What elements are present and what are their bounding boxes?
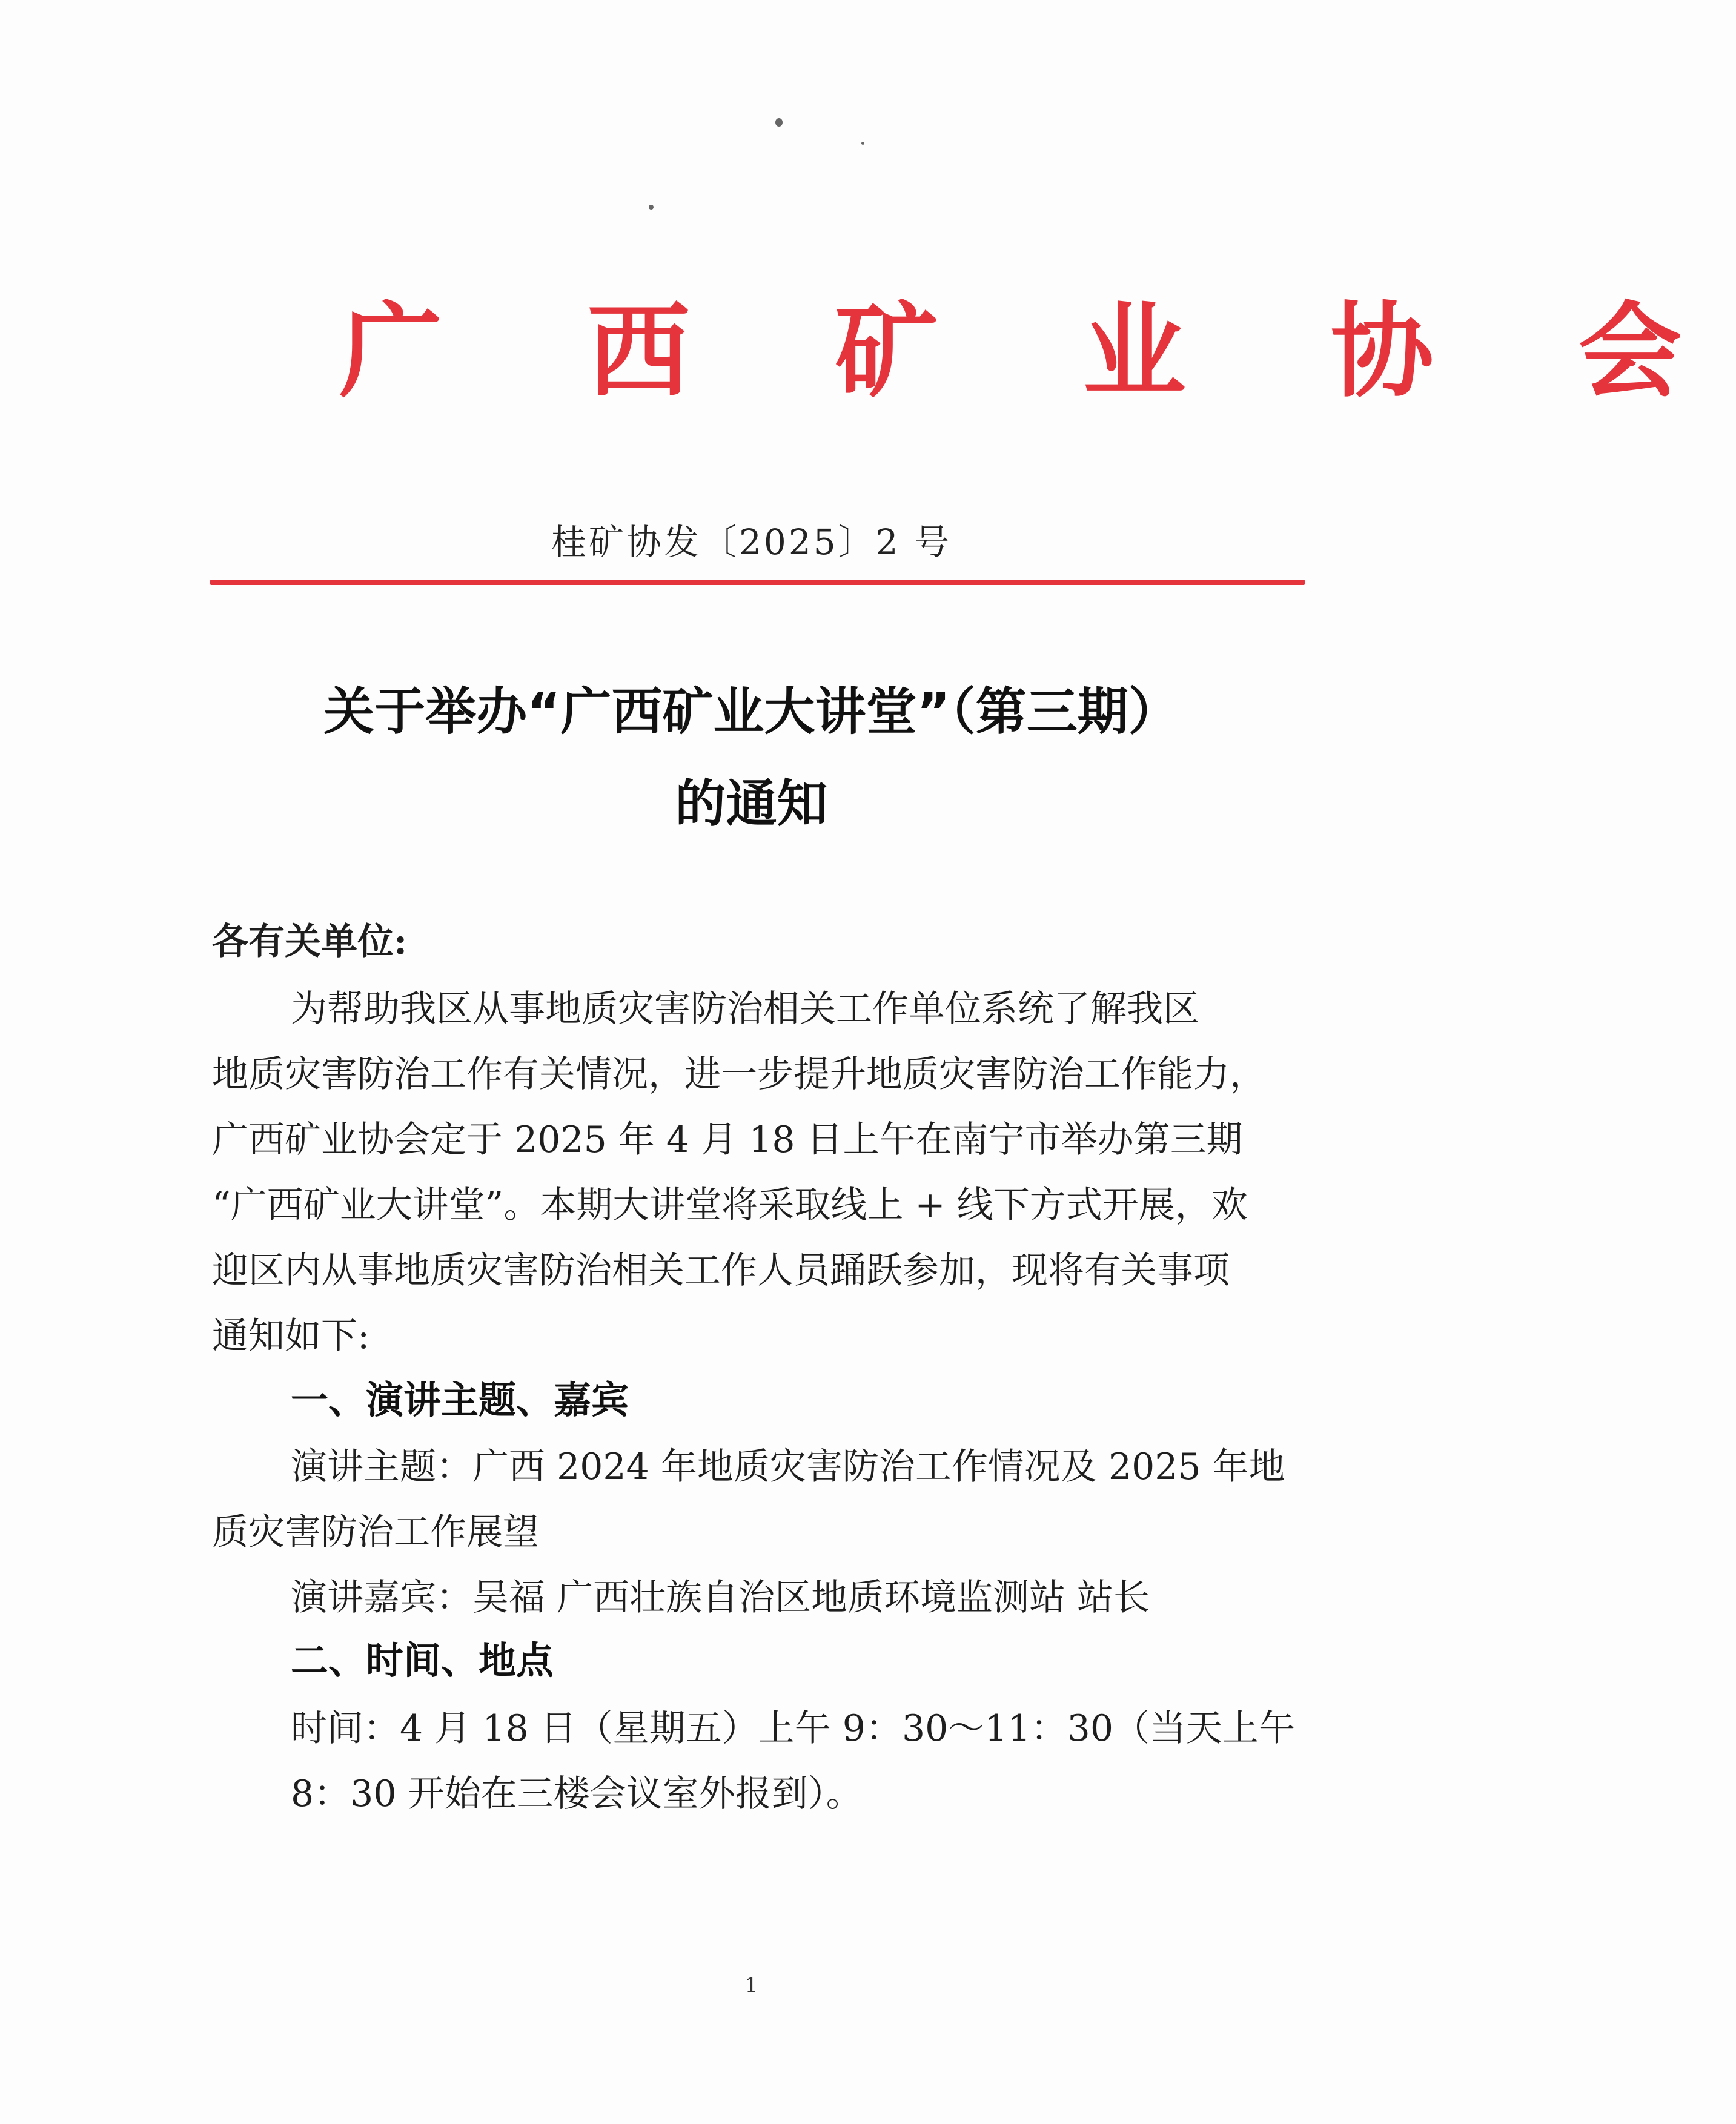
intro-line: 通知如下: (212, 1315, 370, 1357)
scan-speck (649, 205, 654, 210)
letterhead-org-name: 广 西 矿 业 协 会 (339, 291, 1736, 412)
time-line: 8：30 开始在三楼会议室外报到）。 (291, 1773, 863, 1815)
intro-line: “广西矿业大讲堂”。本期大讲堂将采取线上 + 线下方式开展，欢 (212, 1184, 1248, 1226)
page-number: 1 (744, 1973, 758, 1997)
section-heading-topic-speaker: 一、演讲主题、嘉宾 (291, 1378, 629, 1422)
scan-speck (861, 142, 864, 145)
notice-title-line-2: 的通知 (675, 774, 828, 833)
salutation: 各有关单位: (212, 921, 408, 963)
scan-speck (775, 118, 783, 127)
topic-line: 演讲主题：广西 2024 年地质灾害防治工作情况及 2025 年地 (291, 1446, 1285, 1488)
speaker-line: 演讲嘉宾：吴福 广西壮族自治区地质环境监测站 站长 (291, 1576, 1150, 1619)
intro-line: 地质灾害防治工作有关情况，进一步提升地质灾害防治工作能力， (212, 1053, 1266, 1096)
notice-title-line-1: 关于举办“广西矿业大讲堂”（第三期） (323, 682, 1179, 741)
document-number: 桂矿协发〔2025〕2 号 (551, 521, 952, 563)
time-line: 时间：4 月 18 日（星期五）上午 9：30～11：30（当天上午 (291, 1707, 1296, 1750)
intro-line: 为帮助我区从事地质灾害防治相关工作单位系统了解我区 (291, 988, 1199, 1030)
section-heading-time-place: 二、时间、地点 (291, 1638, 554, 1682)
intro-line: 广西矿业协会定于 2025 年 4 月 18 日上午在南宁市举办第三期 (212, 1119, 1243, 1161)
letterhead-red-divider (210, 580, 1305, 585)
intro-line: 迎区内从事地质灾害防治相关工作人员踊跃参加，现将有关事项 (212, 1249, 1230, 1292)
topic-line: 质灾害防治工作展望 (212, 1511, 539, 1553)
